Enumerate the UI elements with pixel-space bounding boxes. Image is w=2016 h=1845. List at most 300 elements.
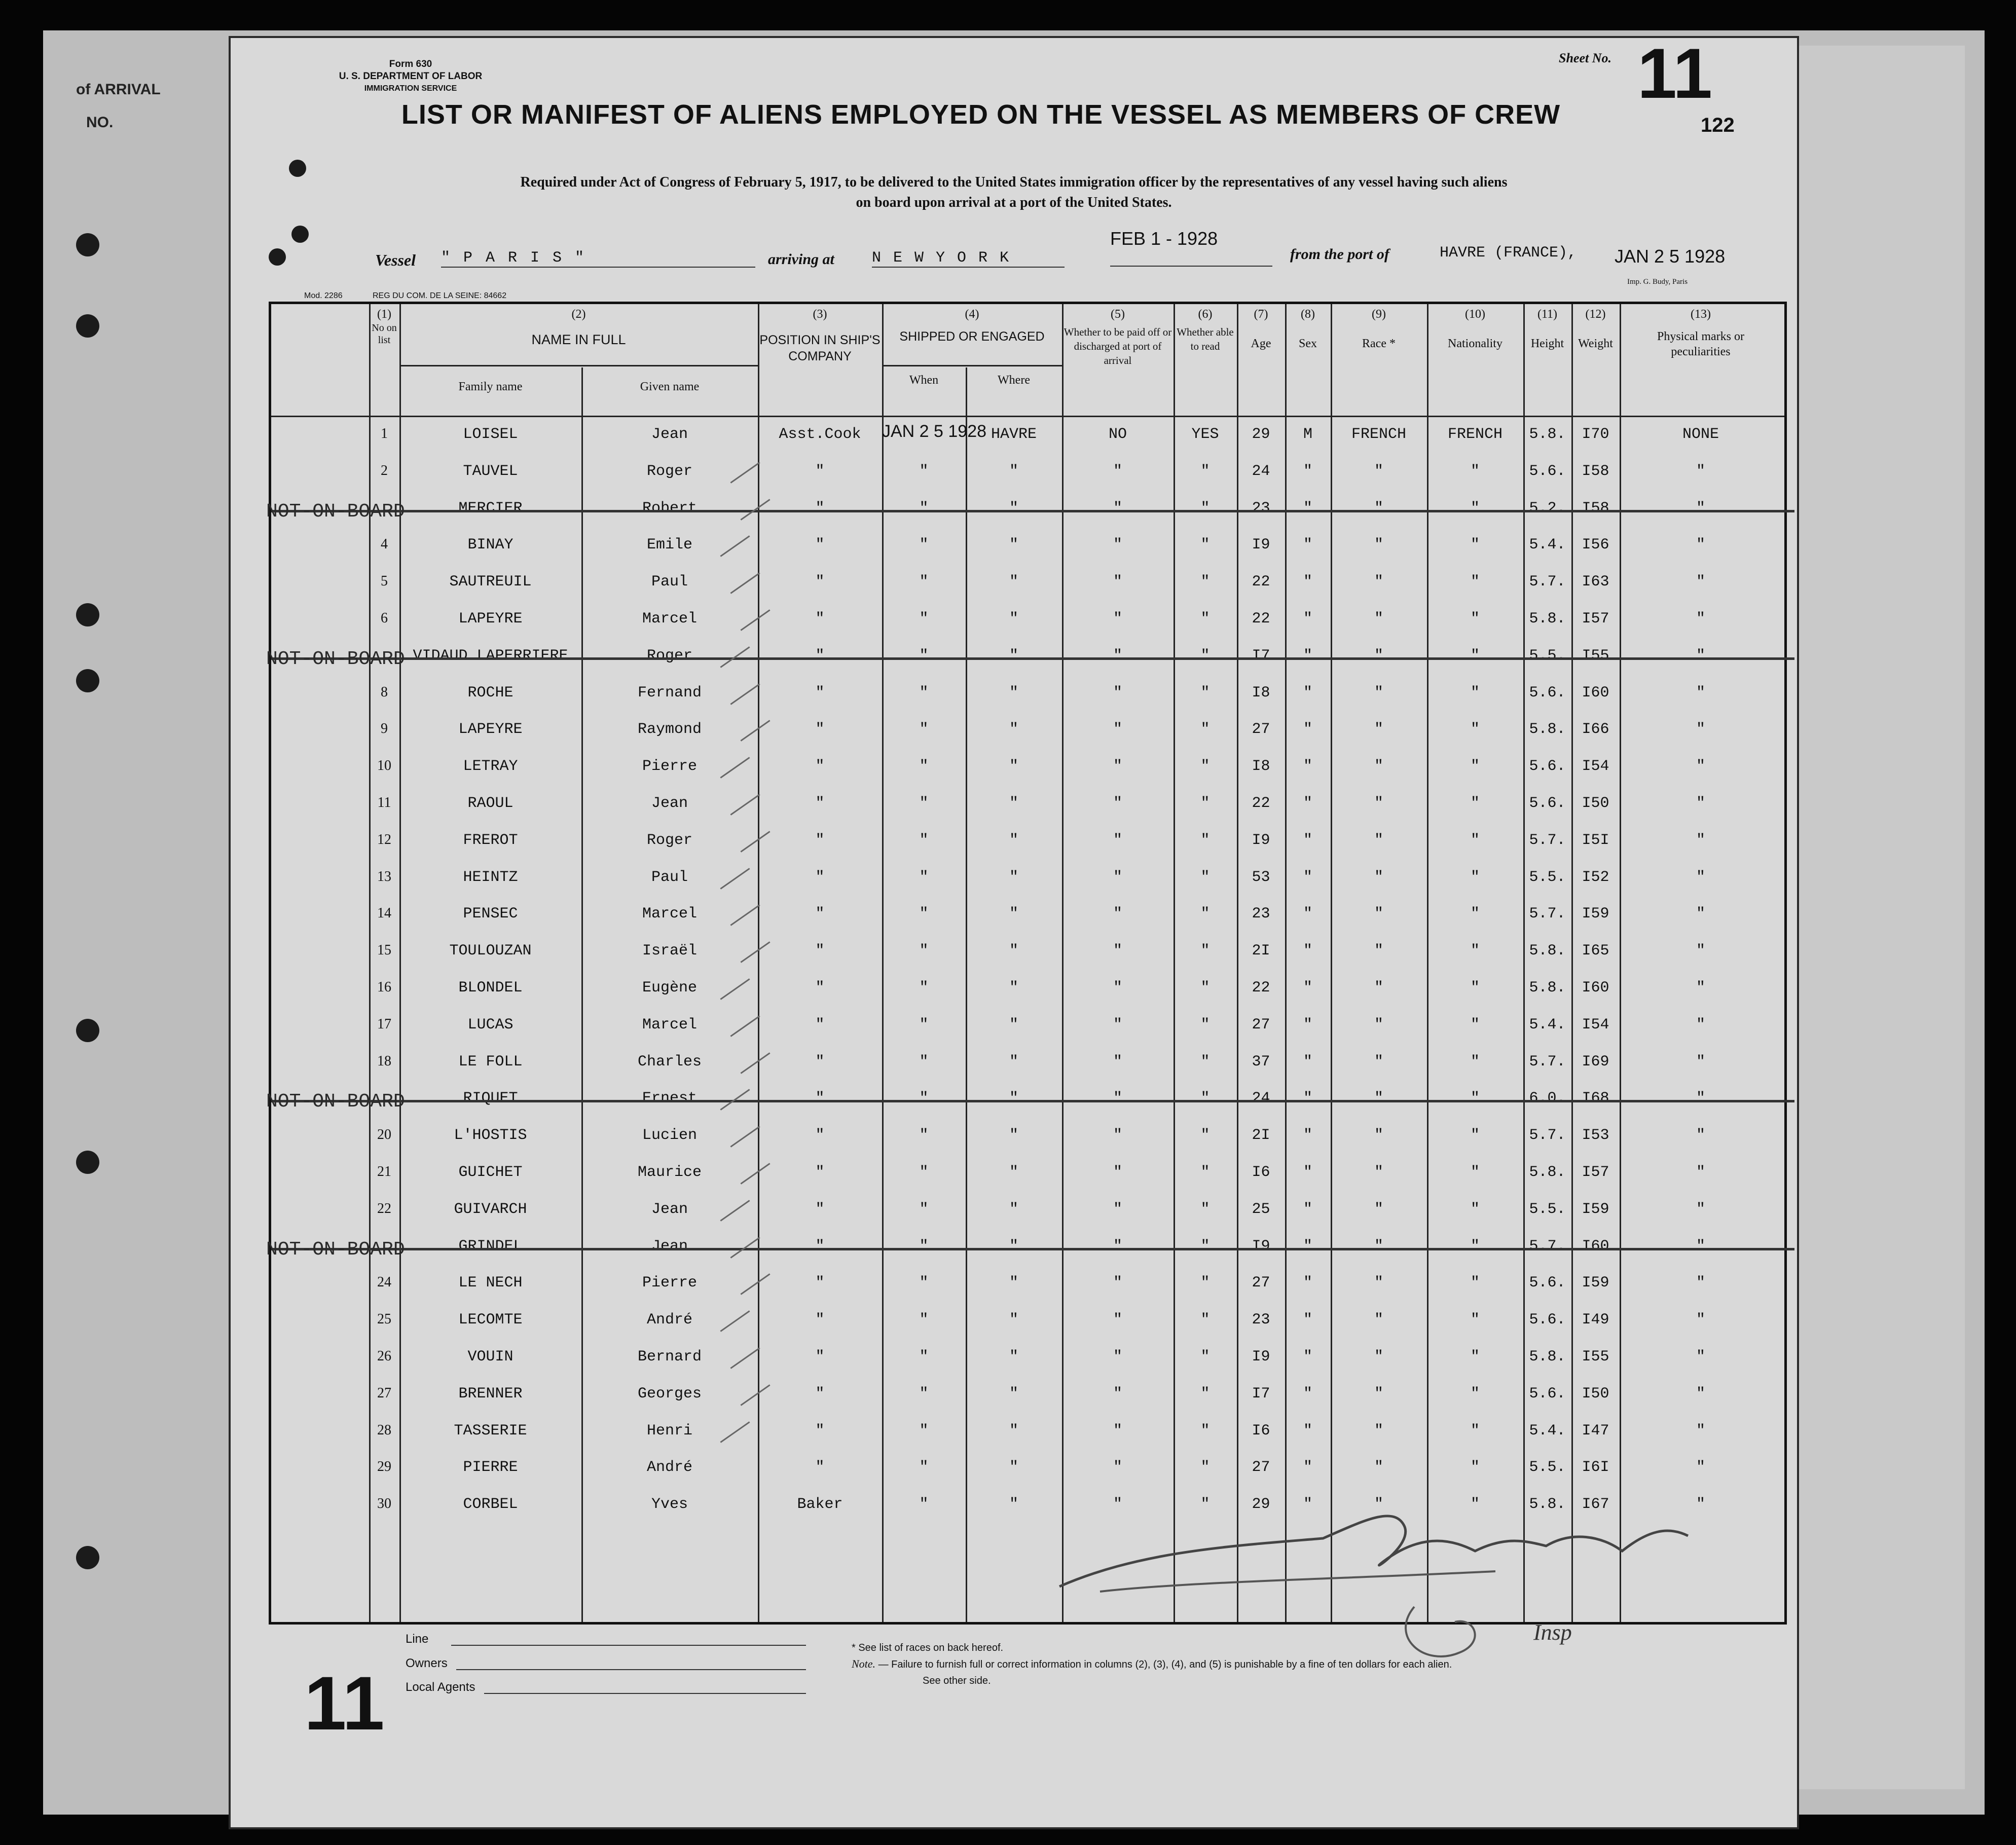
cell-family-name: LE NECH: [458, 1274, 523, 1292]
cell-race: ": [1374, 905, 1383, 923]
cell-physical-marks: ": [1696, 536, 1705, 554]
cell-sex: ": [1303, 1274, 1312, 1292]
col-4-when-header: When: [909, 374, 939, 387]
table-row: [271, 1011, 1784, 1048]
cell-given-name: Marcel: [642, 610, 698, 628]
cell-paid-off: ": [1113, 684, 1122, 702]
cell-paid-off: ": [1113, 1274, 1122, 1292]
cell-nationality: ": [1470, 1422, 1480, 1440]
cell-race: ": [1374, 1496, 1383, 1514]
cell-shipped-when: ": [919, 942, 929, 960]
cell-shipped-where: ": [1009, 721, 1018, 739]
cell-sex: ": [1303, 1459, 1312, 1477]
arriving-port: N E W Y O R K: [872, 249, 1065, 268]
cell-height: 5.7.: [1529, 831, 1566, 849]
cell-sex: ": [1303, 868, 1312, 886]
cell-nationality: ": [1470, 831, 1480, 849]
col-9-header: (9) Race *: [1362, 308, 1396, 350]
cell-weight: I50: [1582, 795, 1609, 812]
cell-weight: I54: [1582, 1016, 1609, 1034]
cell-shipped-when: ": [919, 721, 929, 739]
cell-weight: I65: [1582, 942, 1609, 960]
cell-weight: I66: [1582, 721, 1609, 739]
cell-nationality: ": [1470, 536, 1480, 554]
cell-row-number: 27: [377, 1385, 391, 1401]
cell-shipped-where: ": [1009, 1053, 1018, 1071]
cell-able-to-read: ": [1200, 942, 1210, 960]
cell-given-name: Charles: [637, 1053, 702, 1071]
cell-shipped-where: ": [1009, 868, 1018, 886]
cell-shipped-when: ": [919, 499, 929, 517]
cell-row-number: 25: [377, 1311, 391, 1327]
cell-race: ": [1374, 1016, 1383, 1034]
table-row: [271, 1196, 1784, 1232]
cell-weight: I53: [1582, 1127, 1609, 1145]
table-row: [271, 1048, 1784, 1085]
from-port: HAVRE (FRANCE),: [1440, 244, 1577, 262]
cell-shipped-where: ": [1009, 1090, 1018, 1108]
cell-height: 5.4.: [1529, 1016, 1566, 1034]
cell-race: ": [1374, 868, 1383, 886]
cell-shipped-when: ": [919, 462, 929, 480]
cell-weight: I68: [1582, 1090, 1609, 1108]
cell-shipped-when: ": [919, 1459, 929, 1477]
cell-height: 5.6.: [1529, 1274, 1566, 1292]
cell-physical-marks: ": [1696, 1200, 1705, 1218]
cell-age: I8: [1252, 684, 1270, 702]
cell-nationality: ": [1470, 905, 1480, 923]
cell-age: I6: [1252, 1422, 1270, 1440]
punch-hole: [289, 160, 306, 177]
cell-family-name: LE FOLL: [458, 1053, 523, 1071]
cell-shipped-where: ": [1009, 1164, 1018, 1181]
cell-height: 5.8.: [1529, 426, 1566, 443]
cell-race: ": [1374, 610, 1383, 628]
cell-position: Baker: [797, 1496, 843, 1514]
cell-paid-off: ": [1113, 1016, 1122, 1034]
cell-paid-off: ": [1113, 1200, 1122, 1218]
col-1-header: (1) No on list: [372, 308, 397, 346]
cell-shipped-where: ": [1009, 462, 1018, 480]
cell-able-to-read: ": [1200, 758, 1210, 776]
cell-sex: ": [1303, 647, 1312, 665]
cell-family-name: GUICHET: [458, 1164, 523, 1181]
strike-through-line: [271, 1100, 1794, 1102]
cell-height: 5.7.: [1529, 1127, 1566, 1145]
cell-given-name: Jean: [651, 426, 688, 443]
cell-weight: I52: [1582, 868, 1609, 886]
cell-given-name: André: [646, 1459, 692, 1477]
cell-race: ": [1374, 1348, 1383, 1366]
cell-paid-off: ": [1113, 1090, 1122, 1108]
cell-paid-off: ": [1113, 536, 1122, 554]
cell-family-name: LAPEYRE: [458, 721, 523, 739]
cell-shipped-when: ": [919, 1127, 929, 1145]
cell-paid-off: ": [1113, 979, 1122, 997]
cell-race: ": [1374, 647, 1383, 665]
form-header: [335, 58, 487, 95]
cell-paid-off: ": [1113, 1385, 1122, 1403]
cell-physical-marks: NONE: [1682, 426, 1719, 443]
cell-able-to-read: ": [1200, 868, 1210, 886]
cell-sex: ": [1303, 610, 1312, 628]
cell-height: 5.7.: [1529, 1237, 1566, 1255]
cell-row-number: 16: [377, 979, 391, 995]
table-row: [271, 1122, 1784, 1158]
cell-age: 27: [1252, 1274, 1270, 1292]
cell-height: 5.6.: [1529, 795, 1566, 812]
cell-sex: ": [1303, 1237, 1312, 1255]
cell-height: 5.4.: [1529, 536, 1566, 554]
cell-height: 5.8.: [1529, 1496, 1566, 1514]
cell-nationality: ": [1470, 684, 1480, 702]
punch-hole: [76, 669, 99, 692]
cell-height: 5.7.: [1529, 573, 1566, 591]
cell-sex: ": [1303, 1496, 1312, 1514]
cell-shipped-when: ": [919, 610, 929, 628]
cell-age: 27: [1252, 721, 1270, 739]
cell-shipped-when: ": [919, 1053, 929, 1071]
punch-hole: [76, 233, 99, 256]
cell-weight: I63: [1582, 573, 1609, 591]
cell-shipped-when: ": [919, 795, 929, 812]
cell-sex: ": [1303, 795, 1312, 812]
cell-race: ": [1374, 831, 1383, 849]
cell-physical-marks: ": [1696, 1459, 1705, 1477]
cell-sex: ": [1303, 942, 1312, 960]
table-row: [271, 753, 1784, 789]
cell-row-number: 20: [377, 1127, 391, 1143]
cell-physical-marks: ": [1696, 1311, 1705, 1329]
cell-weight: I60: [1582, 979, 1609, 997]
cell-sex: ": [1303, 758, 1312, 776]
cell-weight: I57: [1582, 610, 1609, 628]
cell-sex: ": [1303, 684, 1312, 702]
cell-height: 5.6.: [1529, 1385, 1566, 1403]
not-on-board-stamp: NOT-ON-BOARD: [266, 1091, 405, 1113]
cell-able-to-read: ": [1200, 684, 1210, 702]
punch-hole: [269, 248, 286, 266]
col-2-given-header: Given name: [640, 380, 700, 393]
cell-sex: ": [1303, 1053, 1312, 1071]
cell-shipped-when: ": [919, 1090, 929, 1108]
cell-given-name: Robert: [642, 499, 698, 517]
cell-shipped-when: ": [919, 536, 929, 554]
cell-paid-off: ": [1113, 647, 1122, 665]
cell-age: I6: [1252, 1164, 1270, 1181]
cell-family-name: FREROT: [463, 831, 518, 849]
cell-family-name: BINAY: [467, 536, 514, 554]
cell-family-name: TOULOUZAN: [449, 942, 532, 960]
cell-nationality: ": [1470, 499, 1480, 517]
cell-position: ": [815, 868, 825, 886]
cell-position: ": [815, 942, 825, 960]
cell-position: ": [815, 1053, 825, 1071]
cell-position: ": [815, 1385, 825, 1403]
cell-physical-marks: ": [1696, 1090, 1705, 1108]
cell-row-number: 18: [377, 1053, 391, 1069]
cell-shipped-when: ": [919, 831, 929, 849]
cell-physical-marks: ": [1696, 1053, 1705, 1071]
cell-race: ": [1374, 536, 1383, 554]
cell-given-name: André: [646, 1311, 692, 1329]
registry-number: REG DU COM. DE LA SEINE: 84662: [373, 291, 507, 300]
strike-through-line: [271, 657, 1794, 660]
cell-position: ": [815, 1459, 825, 1477]
cell-position: ": [815, 721, 825, 739]
cell-shipped-when: ": [919, 1311, 929, 1329]
line-label: Line: [406, 1632, 429, 1646]
cell-able-to-read: ": [1200, 1348, 1210, 1366]
cell-given-name: Yves: [651, 1496, 688, 1514]
cell-able-to-read: ": [1200, 573, 1210, 591]
inspector-signature: [1039, 1490, 1713, 1683]
cell-sex: M: [1303, 426, 1312, 443]
table-row: [271, 1417, 1784, 1454]
cell-weight: I57: [1582, 1164, 1609, 1181]
vessel-name: " P A R I S ": [441, 249, 755, 268]
cell-height: 5.6.: [1529, 462, 1566, 480]
cell-position: ": [815, 499, 825, 517]
not-on-board-stamp: NOT-ON-BOARD: [266, 500, 405, 523]
cell-shipped-where: ": [1009, 647, 1018, 665]
cell-nationality: ": [1470, 868, 1480, 886]
cell-shipped-when: ": [919, 1164, 929, 1181]
cell-row-number: 22: [377, 1200, 391, 1216]
cell-sex: ": [1303, 1164, 1312, 1181]
cell-family-name: LAPEYRE: [458, 610, 523, 628]
cell-sex: ": [1303, 1200, 1312, 1218]
cell-given-name: Pierre: [642, 1274, 698, 1292]
table-row: [266, 1085, 1784, 1121]
cell-family-name: GRINDEL: [458, 1237, 523, 1255]
cell-sex: ": [1303, 499, 1312, 517]
cell-race: ": [1374, 979, 1383, 997]
cell-given-name: Ernest: [642, 1090, 698, 1108]
cell-physical-marks: ": [1696, 721, 1705, 739]
cell-family-name: GUIVARCH: [454, 1200, 527, 1218]
cell-age: 29: [1252, 426, 1270, 443]
cell-shipped-where: ": [1009, 831, 1018, 849]
cell-position: ": [815, 1274, 825, 1292]
table-row: [271, 605, 1784, 642]
cell-paid-off: ": [1113, 868, 1122, 886]
cell-race: ": [1374, 758, 1383, 776]
cell-height: 5.5.: [1529, 1200, 1566, 1218]
cell-sex: ": [1303, 462, 1312, 480]
cell-race: ": [1374, 795, 1383, 812]
cell-position: ": [815, 610, 825, 628]
cell-paid-off: ": [1113, 1311, 1122, 1329]
left-margin-label-arrival: of ARRIVAL: [76, 81, 161, 98]
cell-race: ": [1374, 942, 1383, 960]
cell-family-name: PENSEC: [463, 905, 518, 923]
table-row: [271, 458, 1784, 494]
cell-nationality: FRENCH: [1447, 426, 1503, 443]
cell-family-name: VOUIN: [467, 1348, 514, 1366]
cell-family-name: TASSERIE: [454, 1422, 527, 1440]
col-2-family-header: Family name: [458, 380, 523, 393]
cell-given-name: Roger: [646, 462, 692, 480]
col-8-header: (8) Sex: [1299, 308, 1317, 350]
cell-able-to-read: ": [1200, 831, 1210, 849]
cell-position: ": [815, 1237, 825, 1255]
cell-family-name: PIERRE: [463, 1459, 518, 1477]
local-agents-field: [484, 1693, 806, 1694]
cell-physical-marks: ": [1696, 647, 1705, 665]
cell-row-number: 28: [377, 1422, 391, 1438]
signature-title: Insp: [1533, 1620, 1572, 1645]
cell-nationality: ": [1470, 721, 1480, 739]
cell-family-name: L'HOSTIS: [454, 1127, 527, 1145]
cell-given-name: Eugène: [642, 979, 698, 997]
table-row: [271, 900, 1784, 937]
table-row: [271, 1306, 1784, 1343]
cell-physical-marks: ": [1696, 795, 1705, 812]
cell-weight: I60: [1582, 684, 1609, 702]
col-2-header: (2) NAME IN FULL: [531, 308, 626, 347]
arriving-label: arriving at: [768, 251, 834, 268]
cell-race: ": [1374, 1422, 1383, 1440]
col-10-header: (10) Nationality: [1448, 308, 1502, 350]
cell-race: ": [1374, 1053, 1383, 1071]
cell-race: ": [1374, 1127, 1383, 1145]
table-row: [271, 937, 1784, 974]
cell-weight: I54: [1582, 758, 1609, 776]
cell-family-name: BRENNER: [458, 1385, 523, 1403]
cell-age: I7: [1252, 1385, 1270, 1403]
table-row: [271, 1454, 1784, 1490]
cell-shipped-where: ": [1009, 758, 1018, 776]
cell-physical-marks: ": [1696, 1385, 1705, 1403]
cell-family-name: ROCHE: [467, 684, 514, 702]
col-3-header: (3) POSITION IN SHIP'S COMPANY: [759, 308, 881, 363]
cell-able-to-read: ": [1200, 1385, 1210, 1403]
cell-paid-off: ": [1113, 905, 1122, 923]
cell-age: I7: [1252, 647, 1270, 665]
cell-nationality: ": [1470, 573, 1480, 591]
cell-row-number: 21: [377, 1164, 391, 1179]
cell-age: I9: [1252, 831, 1270, 849]
header-bottom-rule: [271, 416, 1784, 417]
cell-row-number: 8: [381, 684, 388, 700]
cell-position: ": [815, 536, 825, 554]
subtitle-line-2: on board upon arrival at a port of the United States.: [856, 195, 1172, 210]
cell-position: ": [815, 1127, 825, 1145]
cell-position: ": [815, 795, 825, 812]
cell-weight: I59: [1582, 1200, 1609, 1218]
cell-family-name: LECOMTE: [458, 1311, 523, 1329]
cell-shipped-where: ": [1009, 1237, 1018, 1255]
cell-height: 5.5.: [1529, 868, 1566, 886]
cell-shipped-when: ": [919, 684, 929, 702]
cell-family-name: SAUTREUIL: [449, 573, 532, 591]
cell-sex: ": [1303, 1090, 1312, 1108]
cell-nationality: ": [1470, 1348, 1480, 1366]
department-name: U. S. DEPARTMENT OF LABOR: [339, 71, 483, 82]
cell-shipped-where: ": [1009, 1385, 1018, 1403]
cell-shipped-when: ": [919, 1237, 929, 1255]
cell-age: 27: [1252, 1016, 1270, 1034]
cell-weight: I55: [1582, 1348, 1609, 1366]
cell-nationality: ": [1470, 942, 1480, 960]
table-row: [271, 421, 1784, 457]
cell-age: I9: [1252, 1237, 1270, 1255]
cell-able-to-read: ": [1200, 1164, 1210, 1181]
cell-position: ": [815, 979, 825, 997]
cell-position: ": [815, 1016, 825, 1034]
see-other-side: See other side.: [923, 1675, 991, 1686]
cell-height: 5.8.: [1529, 1348, 1566, 1366]
cell-paid-off: ": [1113, 1237, 1122, 1255]
cell-weight: I59: [1582, 1274, 1609, 1292]
cell-given-name: Jean: [651, 795, 688, 812]
cell-nationality: ": [1470, 1237, 1480, 1255]
table-row: [271, 679, 1784, 716]
cell-race: ": [1374, 1164, 1383, 1181]
punch-hole: [76, 1019, 99, 1042]
cell-row-number: 14: [377, 905, 391, 921]
cell-shipped-where: ": [1009, 942, 1018, 960]
cell-height: 5.8.: [1529, 979, 1566, 997]
cell-physical-marks: ": [1696, 1348, 1705, 1366]
cell-given-name: Henri: [646, 1422, 692, 1440]
cell-height: 5.4.: [1529, 1422, 1566, 1440]
table-row: [271, 1269, 1784, 1306]
cell-paid-off: ": [1113, 1459, 1122, 1477]
cell-physical-marks: ": [1696, 1164, 1705, 1181]
cell-family-name: LOISEL: [463, 426, 518, 443]
cell-able-to-read: YES: [1191, 426, 1219, 443]
cell-height: 5.6.: [1529, 684, 1566, 702]
penalty-note: [852, 1657, 1612, 1671]
cell-given-name: Lucien: [642, 1127, 698, 1145]
subtitle-line-1: Required under Act of Congress of February 5, 1917, to be delivered to the United States immigration officer by the representatives of any vessel having such aliens: [520, 174, 1508, 190]
cell-nationality: ": [1470, 1459, 1480, 1477]
cell-shipped-where: ": [1009, 905, 1018, 923]
cell-family-name: HEINTZ: [463, 868, 518, 886]
cell-height: 5.6.: [1529, 758, 1566, 776]
vessel-label: Vessel: [375, 251, 416, 269]
cell-position: ": [815, 758, 825, 776]
cell-nationality: ": [1470, 610, 1480, 628]
local-agents-label: Local Agents: [406, 1680, 475, 1694]
cell-row-number: 26: [377, 1348, 391, 1364]
cell-family-name: LETRAY: [463, 758, 518, 776]
not-on-board-stamp: NOT-ON-BOARD: [266, 1238, 405, 1261]
cell-paid-off: ": [1113, 1053, 1122, 1071]
cell-paid-off: ": [1113, 499, 1122, 517]
cell-nationality: ": [1470, 1311, 1480, 1329]
table-row: [271, 531, 1784, 568]
table-row: [266, 495, 1784, 531]
cell-given-name: Paul: [651, 868, 688, 886]
cell-shipped-where: ": [1009, 536, 1018, 554]
not-on-board-stamp: NOT-ON-BOARD: [266, 648, 405, 670]
cell-row-number: 6: [381, 610, 388, 626]
cell-sex: ": [1303, 536, 1312, 554]
cell-physical-marks: ": [1696, 979, 1705, 997]
cell-height: 5.8.: [1529, 610, 1566, 628]
cell-weight: I67: [1582, 1496, 1609, 1514]
cell-shipped-where: ": [1009, 684, 1018, 702]
cell-age: 23: [1252, 905, 1270, 923]
cell-shipped-where: ": [1009, 1200, 1018, 1218]
cell-age: 23: [1252, 499, 1270, 517]
col-4-where-header: Where: [998, 374, 1030, 387]
cell-sex: ": [1303, 721, 1312, 739]
cell-age: 22: [1252, 610, 1270, 628]
